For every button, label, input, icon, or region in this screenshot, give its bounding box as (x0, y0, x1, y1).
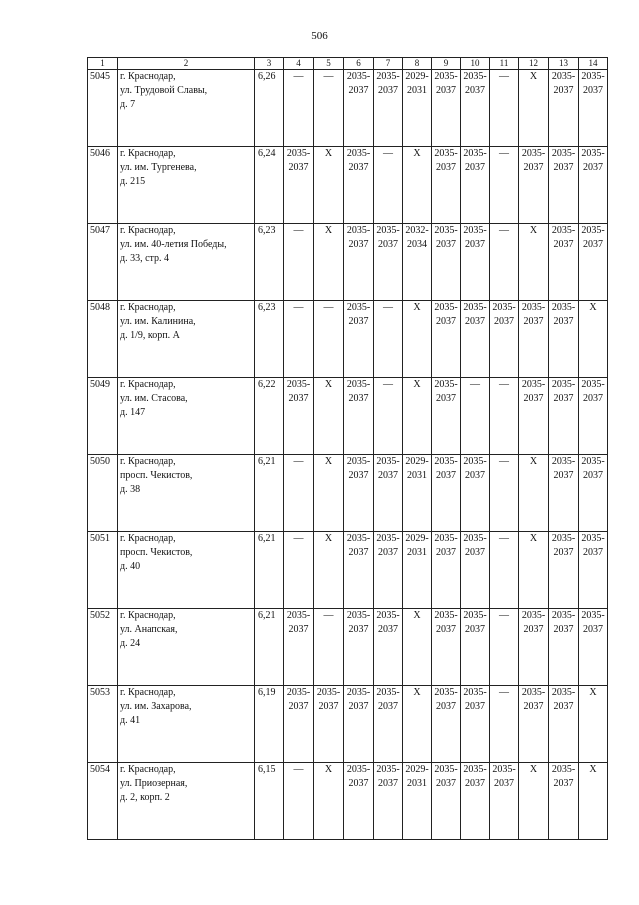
term-cell: — (490, 147, 519, 224)
term-cell: Х (519, 763, 549, 840)
term-cell: — (490, 70, 519, 147)
term-cell: 2035- 2037 (461, 70, 490, 147)
term-cell: 2035- 2037 (344, 224, 374, 301)
address-cell: г. Краснодар, ул. им. Стасова, д. 147 (118, 378, 255, 455)
column-number: 6 (344, 58, 374, 70)
value-cell: 6,24 (255, 147, 284, 224)
term-cell: 2035- 2037 (461, 455, 490, 532)
row-number: 5046 (88, 147, 118, 224)
column-number: 4 (284, 58, 314, 70)
term-cell: 2035- 2037 (284, 378, 314, 455)
row-number: 5050 (88, 455, 118, 532)
term-cell: 2035- 2037 (519, 147, 549, 224)
column-number: 3 (255, 58, 284, 70)
term-cell: — (461, 378, 490, 455)
term-cell: 2035- 2037 (374, 609, 403, 686)
term-cell: 2035- 2037 (549, 70, 579, 147)
term-cell: 2035- 2037 (579, 609, 608, 686)
address-cell: г. Краснодар, просп. Чекистов, д. 40 (118, 532, 255, 609)
term-cell: Х (403, 609, 432, 686)
value-cell: 6,23 (255, 224, 284, 301)
term-cell: 2035- 2037 (344, 532, 374, 609)
table-row (88, 532, 608, 609)
term-cell: 2035- 2037 (519, 609, 549, 686)
term-cell: 2035- 2037 (579, 455, 608, 532)
term-cell: Х (403, 378, 432, 455)
term-cell: 2035- 2037 (579, 224, 608, 301)
term-cell: 2035- 2037 (344, 686, 374, 763)
term-cell: 2035- 2037 (461, 686, 490, 763)
term-cell: 2029- 2031 (403, 532, 432, 609)
term-cell: 2035- 2037 (549, 763, 579, 840)
term-cell: 2035- 2037 (549, 455, 579, 532)
term-cell: 2035- 2037 (344, 763, 374, 840)
term-cell: — (490, 609, 519, 686)
page-number: 506 (311, 30, 328, 42)
column-number: 8 (403, 58, 432, 70)
term-cell: 2035- 2037 (374, 532, 403, 609)
table-row (88, 378, 608, 455)
term-cell: 2035- 2037 (549, 686, 579, 763)
table-row (88, 70, 608, 147)
term-cell: 2035- 2037 (344, 147, 374, 224)
term-cell: 2029- 2031 (403, 455, 432, 532)
term-cell: 2035- 2037 (344, 70, 374, 147)
term-cell: Х (314, 224, 344, 301)
term-cell: Х (314, 147, 344, 224)
value-cell: 6,21 (255, 532, 284, 609)
term-cell: 2029- 2031 (403, 763, 432, 840)
term-cell: — (490, 532, 519, 609)
term-cell: 2035- 2037 (461, 609, 490, 686)
term-cell: — (284, 532, 314, 609)
column-number: 11 (490, 58, 519, 70)
term-cell: — (284, 455, 314, 532)
table-row (88, 224, 608, 301)
value-cell: 6,15 (255, 763, 284, 840)
term-cell: 2035- 2037 (374, 70, 403, 147)
term-cell: 2035- 2037 (344, 609, 374, 686)
term-cell: Х (314, 763, 344, 840)
term-cell: 2035- 2037 (314, 686, 344, 763)
value-cell: 6,23 (255, 301, 284, 378)
term-cell: — (314, 70, 344, 147)
address-cell: г. Краснодар, ул. Приозерная, д. 2, корп. 2 (118, 763, 255, 840)
term-cell: — (374, 147, 403, 224)
term-cell: 2035- 2037 (461, 147, 490, 224)
term-cell: 2035- 2037 (461, 224, 490, 301)
term-cell: 2035- 2037 (432, 301, 461, 378)
term-cell: 2035- 2037 (579, 378, 608, 455)
term-cell: — (374, 378, 403, 455)
row-number: 5049 (88, 378, 118, 455)
term-cell: 2035- 2037 (374, 455, 403, 532)
term-cell: Х (403, 147, 432, 224)
term-cell: 2035- 2037 (579, 70, 608, 147)
term-cell: Х (403, 686, 432, 763)
row-number: 5053 (88, 686, 118, 763)
row-number: 5048 (88, 301, 118, 378)
column-number: 9 (432, 58, 461, 70)
term-cell: 2035- 2037 (549, 378, 579, 455)
value-cell: 6,21 (255, 455, 284, 532)
table-row (88, 763, 608, 840)
term-cell: — (284, 301, 314, 378)
term-cell: 2035- 2037 (432, 378, 461, 455)
term-cell: — (490, 455, 519, 532)
term-cell: Х (579, 686, 608, 763)
term-cell: — (490, 686, 519, 763)
address-cell: г. Краснодар, ул. им. Тургенева, д. 215 (118, 147, 255, 224)
term-cell: Х (403, 301, 432, 378)
term-cell: 2035- 2037 (490, 301, 519, 378)
term-cell: Х (519, 70, 549, 147)
term-cell: — (490, 378, 519, 455)
column-number: 2 (118, 58, 255, 70)
term-cell: Х (314, 378, 344, 455)
address-cell: г. Краснодар, ул. им. Калинина, д. 1/9, корп. А (118, 301, 255, 378)
term-cell: 2035- 2037 (461, 532, 490, 609)
term-cell: — (284, 70, 314, 147)
term-cell: 2035- 2037 (549, 147, 579, 224)
term-cell: — (374, 301, 403, 378)
column-number: 5 (314, 58, 344, 70)
term-cell: 2035- 2037 (549, 224, 579, 301)
term-cell: Х (314, 532, 344, 609)
term-cell: 2029- 2031 (403, 70, 432, 147)
term-cell: 2035- 2037 (344, 301, 374, 378)
term-cell: Х (519, 224, 549, 301)
term-cell: — (314, 301, 344, 378)
row-number: 5045 (88, 70, 118, 147)
table-row (88, 147, 608, 224)
term-cell: 2035- 2037 (284, 147, 314, 224)
column-number: 1 (88, 58, 118, 70)
term-cell: 2035- 2037 (344, 455, 374, 532)
term-cell: 2035- 2037 (374, 686, 403, 763)
row-number: 5047 (88, 224, 118, 301)
term-cell: 2035- 2037 (519, 301, 549, 378)
term-cell: Х (314, 455, 344, 532)
value-cell: 6,26 (255, 70, 284, 147)
term-cell: Х (519, 532, 549, 609)
term-cell: — (490, 224, 519, 301)
table-row (88, 455, 608, 532)
column-number: 7 (374, 58, 403, 70)
term-cell: 2035- 2037 (549, 609, 579, 686)
term-cell: 2035- 2037 (344, 378, 374, 455)
term-cell: Х (519, 455, 549, 532)
term-cell: 2035- 2037 (432, 763, 461, 840)
value-cell: 6,22 (255, 378, 284, 455)
term-cell: 2035- 2037 (461, 763, 490, 840)
address-cell: г. Краснодар, ул. Анапская, д. 24 (118, 609, 255, 686)
term-cell: 2035- 2037 (432, 686, 461, 763)
term-cell: 2035- 2037 (549, 532, 579, 609)
register-table (87, 57, 608, 840)
address-cell: г. Краснодар, просп. Чекистов, д. 38 (118, 455, 255, 532)
term-cell: 2035- 2037 (432, 224, 461, 301)
term-cell: 2035- 2037 (490, 763, 519, 840)
term-cell: 2035- 2037 (549, 301, 579, 378)
table-row (88, 686, 608, 763)
term-cell: 2035- 2037 (579, 532, 608, 609)
column-number: 13 (549, 58, 579, 70)
address-cell: г. Краснодар, ул. им. 40-летия Победы, д. 33, стр. 4 (118, 224, 255, 301)
term-cell: 2035- 2037 (284, 609, 314, 686)
row-number: 5054 (88, 763, 118, 840)
term-cell: 2035- 2037 (432, 532, 461, 609)
term-cell: 2035- 2037 (579, 147, 608, 224)
column-number: 10 (461, 58, 490, 70)
term-cell: 2035- 2037 (519, 378, 549, 455)
term-cell: 2035- 2037 (519, 686, 549, 763)
term-cell: — (284, 763, 314, 840)
term-cell: 2035- 2037 (374, 763, 403, 840)
value-cell: 6,21 (255, 609, 284, 686)
row-number: 5052 (88, 609, 118, 686)
term-cell: — (284, 224, 314, 301)
column-number-row (88, 58, 608, 70)
address-cell: г. Краснодар, ул. им. Захарова, д. 41 (118, 686, 255, 763)
table-row (88, 609, 608, 686)
term-cell: — (314, 609, 344, 686)
term-cell: 2035- 2037 (432, 70, 461, 147)
address-cell: г. Краснодар, ул. Трудовой Славы, д. 7 (118, 70, 255, 147)
term-cell: 2035- 2037 (461, 301, 490, 378)
row-number: 5051 (88, 532, 118, 609)
column-number: 12 (519, 58, 549, 70)
term-cell: Х (579, 301, 608, 378)
term-cell: 2035- 2037 (432, 455, 461, 532)
term-cell: 2035- 2037 (284, 686, 314, 763)
term-cell: Х (579, 763, 608, 840)
table-row (88, 301, 608, 378)
term-cell: 2032- 2034 (403, 224, 432, 301)
column-number: 14 (579, 58, 608, 70)
term-cell: 2035- 2037 (374, 224, 403, 301)
term-cell: 2035- 2037 (432, 147, 461, 224)
term-cell: 2035- 2037 (432, 609, 461, 686)
value-cell: 6,19 (255, 686, 284, 763)
